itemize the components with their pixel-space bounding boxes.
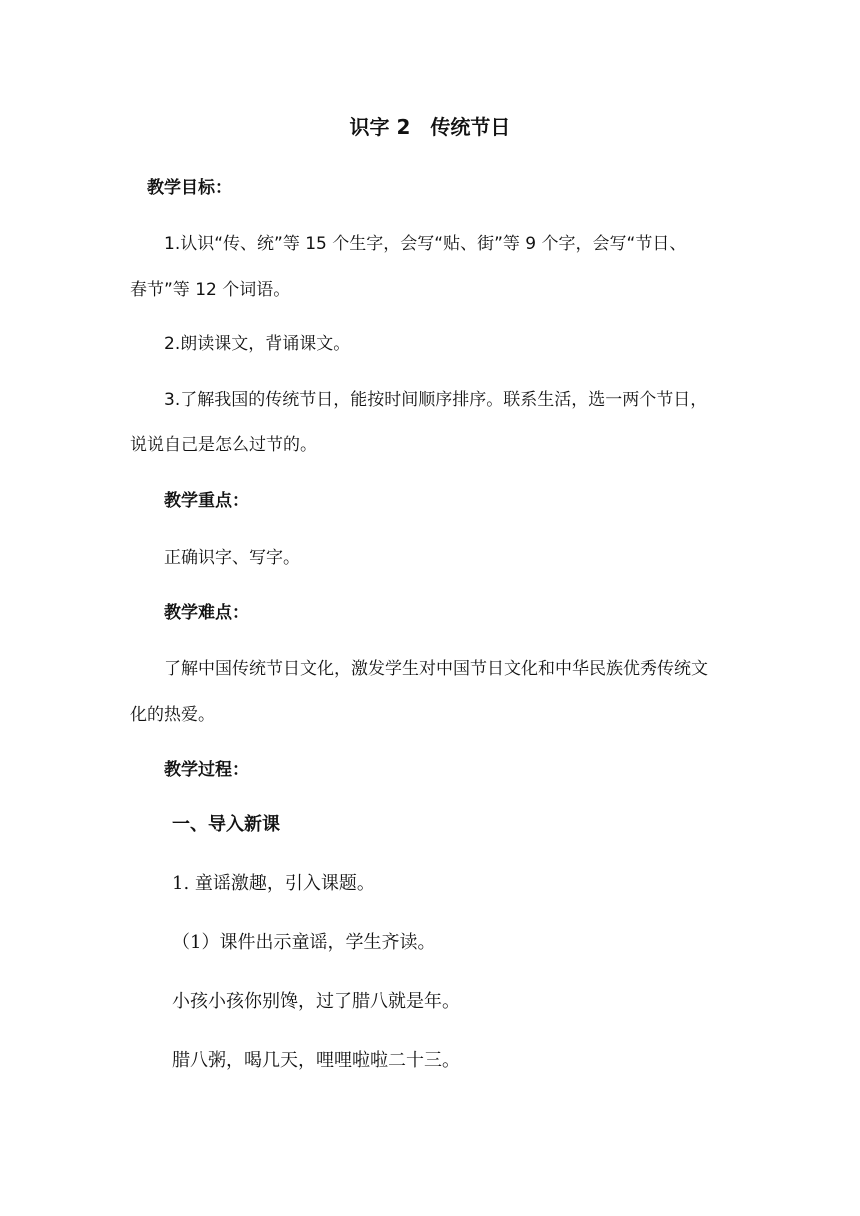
objective-3-line-2: 说说自己是怎么过节的。 [130, 435, 317, 455]
key-points-heading: 教学重点： [164, 491, 249, 511]
rhyme-line-2: 腊八粥，喝几天，哩哩啦啦二十三。 [172, 1050, 460, 1071]
step-1-sub: （1）课件出示童谣，学生齐读。 [172, 932, 436, 953]
key-points-text: 正确识字、写字。 [164, 548, 300, 568]
objectives-heading: 教学目标： [147, 178, 232, 198]
section-1-heading: 一、导入新课 [172, 814, 280, 835]
step-1: 1. 童谣激趣，引入课题。 [172, 873, 375, 894]
difficulties-heading: 教学难点： [164, 603, 249, 623]
lesson-title: 识字 2 传统节日 [349, 115, 511, 139]
process-heading: 教学过程： [164, 760, 249, 780]
objective-2: 2.朗读课文，背诵课文。 [164, 334, 351, 354]
objective-1-line-2: 春节”等 12 个词语。 [130, 280, 291, 300]
difficulties-line-2: 化的热爱。 [130, 705, 215, 725]
objective-1-line-1: 1.认识“传、统”等 15 个生字，会写“贴、街”等 9 个字，会写“节日、 [164, 234, 687, 254]
difficulties-line-1: 了解中国传统节日文化，激发学生对中国节日文化和中华民族优秀传统文 [164, 659, 708, 679]
objective-3-line-1: 3.了解我国的传统节日，能按时间顺序排序。联系生活，选一两个节日， [164, 390, 708, 410]
rhyme-line-1: 小孩小孩你别馋，过了腊八就是年。 [172, 991, 460, 1012]
